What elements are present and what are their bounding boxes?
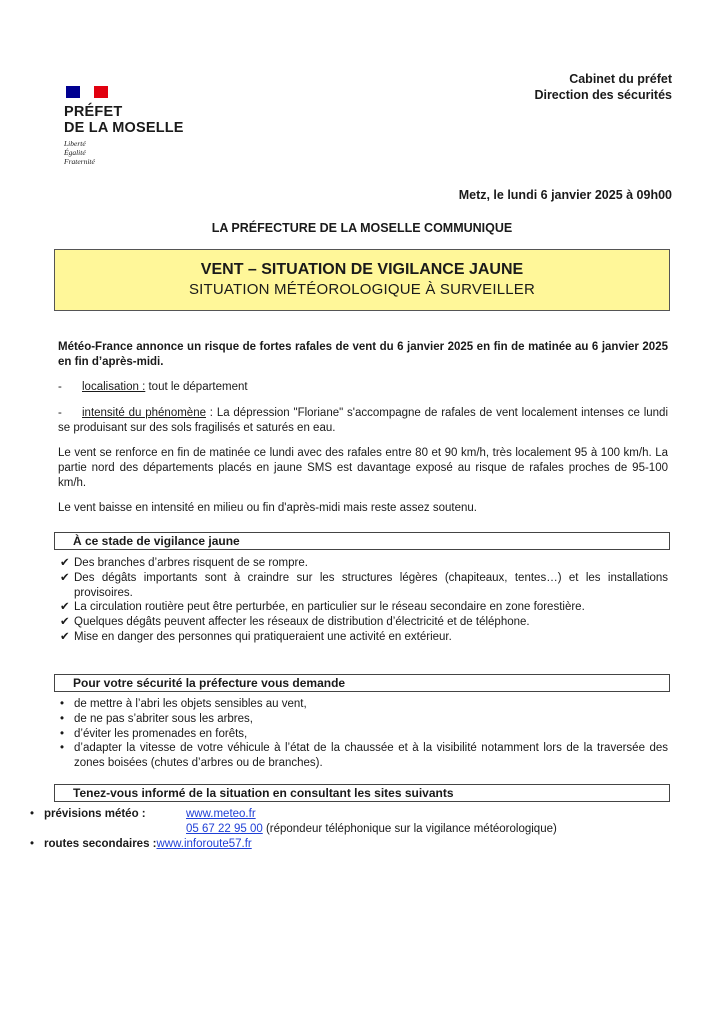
informe-heading: Tenez-vous informé de la situation en consultant les sites suivants <box>54 784 670 802</box>
bullet-icon: • <box>30 838 35 850</box>
check-icon: ✔ <box>60 616 70 629</box>
wind-text: Le vent se renforce en fin de matinée ce lundi avec des rafales entre 80 et 90 km/h, très localement 95 à 100 km/h. La partie nord des départements placés en jaune SMS est davantage exposé au risque de rafales proches de 95-100 km/h. <box>58 447 668 489</box>
logo-title-line2: DE LA MOSELLE <box>64 120 184 136</box>
dash-bullet: - <box>58 381 62 393</box>
bullet-icon: • <box>30 808 35 820</box>
intro-lead <box>58 340 668 370</box>
motto-liberte: Liberté <box>64 139 86 148</box>
routes-label: routes secondaires : <box>44 838 157 850</box>
motto-fraternite: Fraternité <box>64 157 95 166</box>
list-item: ✔ Quelques dégâts peuvent affecter les réseaux de distribution d’électricité et de téléphone. <box>60 616 530 629</box>
motto-egalite: Égalité <box>64 148 86 157</box>
french-flag-icon <box>66 86 108 98</box>
check-icon: ✔ <box>60 601 70 614</box>
list-item: ✔ Mise en danger des personnes qui pratiqueraient une activité en extérieur. <box>60 630 452 643</box>
wind-paragraph <box>58 446 668 491</box>
securite-heading: Pour votre sécurité la préfecture vous demande <box>54 674 670 692</box>
wind-decrease-text: Le vent baisse en intensité en milieu ou fin d'après-midi mais reste assez soutenu. <box>58 502 477 514</box>
list-item: • de ne pas s’abriter sous les arbres, <box>60 712 253 725</box>
list-item: • d’adapter la vitesse de votre véhicule à l’état de la chaussée et à la visibilité notamment lors de la traversée des zones boisées (chutes d’arbres ou de branches). <box>60 742 668 770</box>
meteo-link[interactable]: www.meteo.fr <box>186 808 256 820</box>
localisation-text: tout le département <box>145 381 248 393</box>
stade-list <box>60 556 668 645</box>
routes-row <box>30 837 557 852</box>
wind-decrease-paragraph <box>58 501 668 516</box>
intensite-text: : La dépression "Floriane" s'accompagne de rafales de vent localement intenses ce lundi se produisant sur des sols fragilisés et saturés en eau. <box>58 407 669 434</box>
list-item: ✔ Des dégâts importants sont à craindre sur les structures légères (chapiteaux, tentes…) et les installations provisoires. <box>60 571 668 599</box>
bullet-icon: • <box>60 727 65 740</box>
vigilance-subtitle: SITUATION MÉTÉOROLOGIQUE À SURVEILLER <box>188 281 536 298</box>
phone-row <box>30 822 557 837</box>
list-item: ✔ Des branches d’arbres risquent de se rompre. <box>60 557 308 569</box>
intensite-label: intensité du phénomène <box>82 407 206 419</box>
meteo-row <box>30 807 557 822</box>
stade-heading: À ce stade de vigilance jaune <box>54 532 670 550</box>
date-line: Metz, le lundi 6 janvier 2025 à 09h00 <box>458 188 672 202</box>
intensite-paragraph <box>58 406 668 436</box>
vigilance-title: VENT – SITUATION DE VIGILANCE JAUNE <box>200 261 524 278</box>
routes-link[interactable]: www.inforoute57.fr <box>156 838 252 850</box>
check-icon: ✔ <box>60 571 70 584</box>
list-item: • d’éviter les promenades en forêts, <box>60 727 248 740</box>
republic-motto <box>64 139 184 166</box>
logo-title-line1: PRÉFET <box>64 104 123 120</box>
logo-title <box>64 104 184 136</box>
bullet-icon: • <box>60 712 65 725</box>
phone-link[interactable]: 05 67 22 95 00 <box>186 823 263 835</box>
check-icon: ✔ <box>60 630 70 643</box>
lead-paragraph: Météo-France annonce un risque de fortes rafales de vent du 6 janvier 2025 en fin de matinée au 6 janvier 2025 en fin d’après-midi. <box>58 341 668 368</box>
issuer-block <box>534 71 672 103</box>
localisation-label: localisation : <box>82 381 146 393</box>
info-sites <box>30 807 557 852</box>
dash-bullet: - <box>58 407 62 419</box>
securite-list <box>60 697 668 771</box>
bullet-icon: • <box>60 698 65 710</box>
bullet-icon: • <box>60 742 65 755</box>
check-icon: ✔ <box>60 557 70 569</box>
phone-note: (répondeur téléphonique sur la vigilance météorologique) <box>262 823 557 835</box>
list-item: • de mettre à l’abri les objets sensibles au vent, <box>60 698 307 710</box>
vigilance-banner <box>54 249 670 311</box>
communique-heading: LA PRÉFECTURE DE LA MOSELLE COMMUNIQUE <box>211 221 513 235</box>
meteo-label: prévisions météo : <box>44 808 146 820</box>
cabinet-line: Cabinet du préfet <box>569 72 672 86</box>
prefet-logo <box>64 86 184 166</box>
localisation-line <box>58 380 668 395</box>
list-item: ✔ La circulation routière peut être perturbée, en particulier sur le réseau secondaire en zone forestière. <box>60 601 585 614</box>
direction-line: Direction des sécurités <box>534 88 672 102</box>
